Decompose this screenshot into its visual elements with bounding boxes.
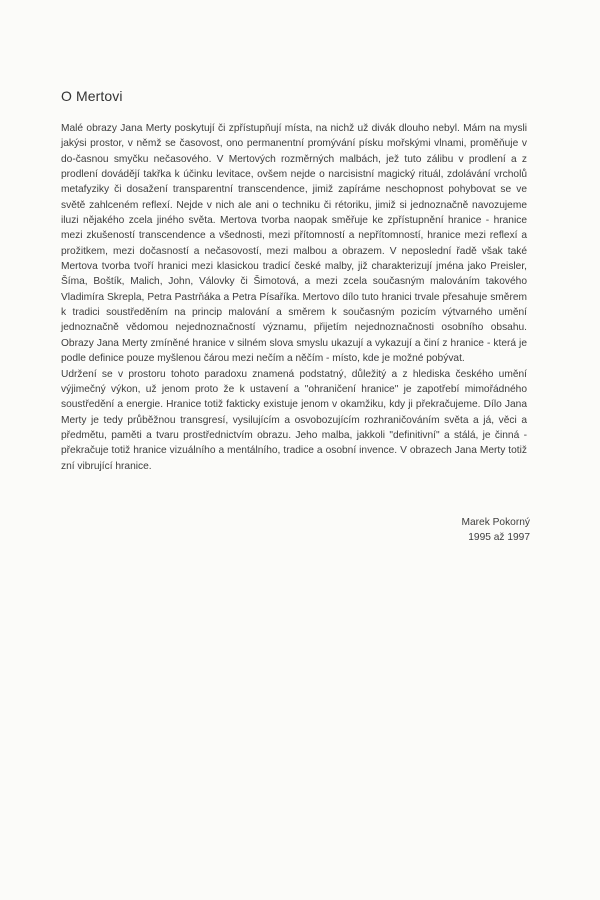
signature-block [440, 516, 530, 545]
paragraph-1: Malé obrazy Jana Merty poskytují či zpřístupňují místa, na nichž už divák dlouho nebyl. Mám na mysli jakýsi prostor, v němž se časovost, ono permanentní promývání písku mořskými vlnami, proměňuje v do-časnou smyčku nečasového. V Mertových rozměrných malbách, jež tuto zálibu v prodlení a z prodlení dovádějí takřka k účinku levitace, ovšem nejde o narcisistní magický rituál, zdolávání vrcholů metafyziky či dosažení transparentní transcendence, jimiž zapíráme neschopnost pohybovat se ve světě zahlceném reflexí. Nejde v nich ale ani o techniku či rétoriku, jimiž si jednoznačně navozujeme iluzi nějakého zcela jiného světa. Mertova tvorba naopak směřuje ke zpřístupnění hranice - hranice mezi zkušeností transcendence a všednosti, mezi přítomností a nepřítomností, hranice mezi reflexí a prožitkem, mezi dočasností a nečasovostí, mezi malbou a obrazem. V neposlední řadě však také Mertova tvorba tvoří hranici mezi klasickou tradicí české malby, již charakterizují jména jako Preisler, Šíma, Boštík, Malich, John, Válovky či Šimotová, a mezi zcela současným malováním takového Vladimíra Skrepla, Petra Pastrňáka a Petra Písaříka. Mertovo dílo tuto hranici trvale přesahuje směrem k tradici soustředěním na princip malování a směrem k současným pozicím výtvarného umění jednoznačně vědomou nejednoznačností významu, přijetím nejednoznačnosti osobního obsahu. Obrazy Jana Merty zmíněné hranice v silném slova smyslu ukazují a vykazují a činí z hranice - která je podle definice pouze myšlenou čárou mezi nečím a něčím - místo, kde je možné pobývat. [61, 123, 527, 365]
author-name: Marek Pokorný [461, 517, 530, 528]
paragraph-2: Udržení se v prostoru tohoto paradoxu znamená podstatný, důležitý a z hlediska českého umění výjimečný výkon, už jenom proto že k ustavení a "ohraničení hranice" je zapotřebí mimořádného soustředění a energie. Hranice totiž fakticky existuje jenom v okamžiku, kdy ji překračujeme. Dílo Jana Merty je tedy průběžnou transgresí, vysilujícím a osvobozujícím rozhraničováním světa a já, věci a předmětu, paměti a tvaru prostřednictvím obrazu. Jeho malba, jakkoli "definitivní" a stálá, je činná - překračuje totiž hranice vizuálního a mentálního, tradice a osobní invence. V obrazech Jana Merty totiž zní vibrující hranice. [61, 368, 527, 472]
article-body [61, 121, 527, 474]
date-range: 1995 až 1997 [468, 531, 530, 543]
page-title: O Mertovi [61, 88, 123, 104]
